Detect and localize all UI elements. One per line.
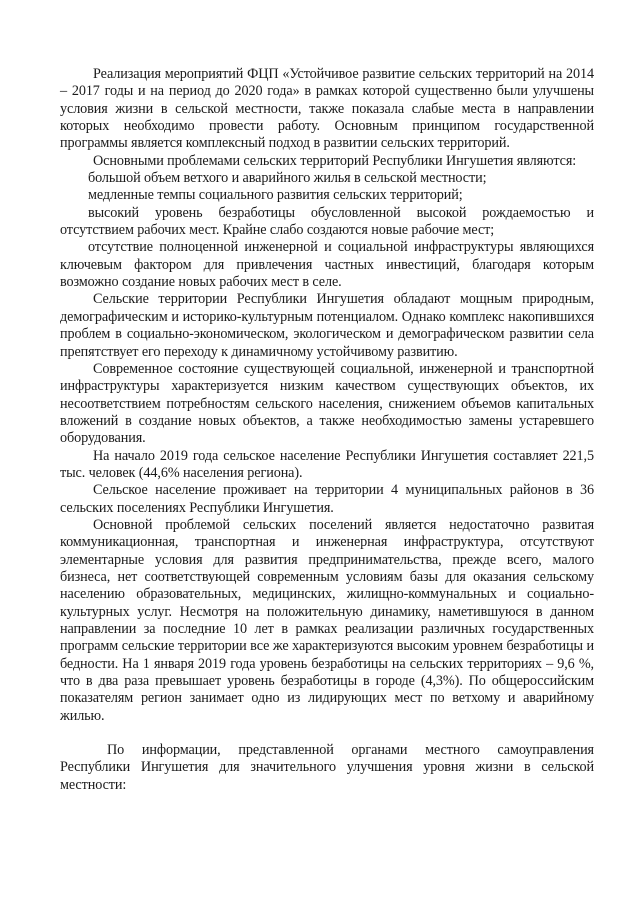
paragraph-rural-potential: Сельские территории Республики Ингушетия обладают мощным природным, демографическим и историко-культурным потенциалом. Однако комплекс накопившихся проблем в социально-экономическом, экологическом и демографическом развитии села препятствует его переходу к динамичному устойчивому развитию. — [60, 291, 594, 360]
paragraph-rural-population: На начало 2019 года сельское население Республики Ингушетия составляет 221,5 тыс. человек (44,6% населения региона). — [60, 447, 594, 481]
list-item-housing: большой объем ветхого и аварийного жилья в сельской местности; — [88, 170, 487, 187]
paragraph-settlements: Сельское население проживает на территории 4 муниципальных районов в 36 сельских поселениях Республики Ингушетия. — [60, 482, 594, 516]
paragraph-infrastructure-state: Современное состояние существующей социальной, инженерной и транспортной инфраструктуры характеризуется низким качеством существующих объектов, их несоответствием потребностям сельского населения, снижением объемов капитальных вложений в создание новых объектов, а также необходимостью замены устаревшего оборудования. — [60, 360, 594, 447]
paragraph-main-problems-intro: Основными проблемами сельских территорий Республики Ингушетия являются: — [93, 152, 577, 169]
list-item-infrastructure: отсутствие полноценной инженерной и социальной инфраструктуры являющихся ключевым фактором для привлечения частных инвестиций, благодаря которым возможно создание новых рабочих мест в селе. — [60, 239, 594, 291]
paragraph-local-government-info: По информации, представленной органами местного самоуправления Республики Ингушетия для значительного улучшения уровня жизни в сельской местности: — [60, 742, 594, 793]
paragraph-program-implementation: Реализация мероприятий ФЦП «Устойчивое развитие сельских территорий на 2014 – 2017 годы и на период до 2020 года» в рамках которой существенно были улучшены условия жизни в сельской местности, также показала слабые места в направлении которых необходимо провести работу. Основным принципом государственной программы является комплексный подход в развитии сельских территорий. — [60, 66, 594, 152]
document-page — [60, 66, 594, 794]
list-item-social-development: медленные темпы социального развития сельских территорий; — [88, 187, 463, 204]
list-item-unemployment: высокий уровень безработицы обусловленной высокой рождаемостью и отсутствием рабочих мест. Крайне слабо создаются новые рабочие мест; — [60, 204, 594, 239]
paragraph-main-problem: Основной проблемой сельских поселений является недостаточно развитая коммуникационная, транспортная и инженерная инфраструктура, отсутствуют элементарные условия для развития предпринимательства, прежде всего, малого бизнеса, нет соответствующей современным условиям базы для оказания сельскому населению образовательных, медицинских, жилищно-коммунальных и социально-культурных услуг. Несмотря на положительную динамику, наметившуюся в данном направлении за последние 10 лет в рамках реализации различных государственных программ сельские территории все же характеризуются высоким уровнем безработицы и бедности. На 1 января 2019 года уровень безработицы на сельских территориях – 9,6 %, что в два раза превышает уровень безработицы в городе (4,3%). По общероссийским показателям регион занимает одно из лидирующих мест по ветхому и аварийному жилью. — [60, 516, 594, 724]
